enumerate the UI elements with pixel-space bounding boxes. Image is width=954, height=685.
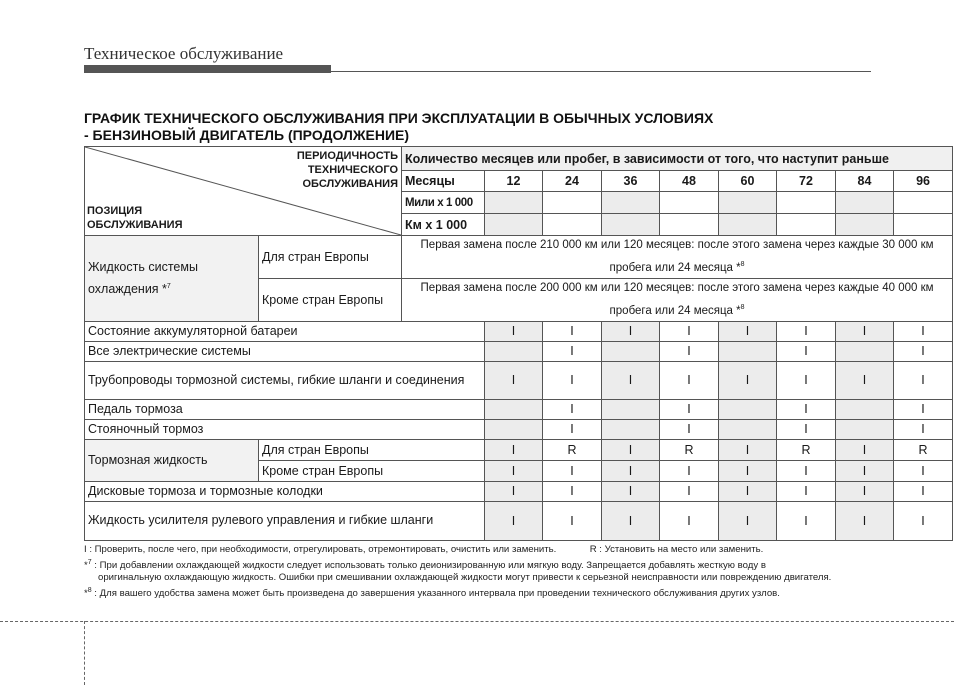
month-header: 84 (836, 171, 894, 192)
interval-cell: I (602, 439, 660, 460)
coolant-europe-label: Для стран Европы (259, 236, 402, 279)
interval-cell: R (660, 439, 719, 460)
interval-cell: I (543, 361, 602, 399)
interval-cell: I (485, 501, 543, 540)
empty-cell (660, 214, 719, 236)
interval-cell: I (894, 460, 953, 481)
interval-cell: I (543, 341, 602, 361)
interval-cell: I (485, 481, 543, 501)
item-name: Жидкость усилителя рулевого управления и гибкие шланги (85, 501, 485, 540)
interval-cell: I (777, 341, 836, 361)
footnote-7: *$^7$ : При добавлении охлаждающей жидкости следует использовать только деионизированную или мягкую воду. Запрещается добавлять жесткую воду в (84, 558, 766, 571)
empty-cell (602, 192, 660, 214)
interval-cell: I (660, 481, 719, 501)
coolant-item: Жидкость системы охлаждения *$^7$ (85, 236, 259, 322)
brake-fluid-item: Тормозная жидкость (85, 439, 259, 481)
table-row (85, 439, 953, 460)
table-row (85, 399, 953, 419)
footnote-7-continued: оригинальную охлаждающую жидкость. Ошибки при смешивании охлаждающей жидкости могут привести к серьезной неисправности или повреждению двигателя. (98, 572, 832, 584)
interval-cell: I (485, 460, 543, 481)
interval-cell (602, 399, 660, 419)
interval-cell: I (543, 399, 602, 419)
interval-cell: I (485, 321, 543, 341)
interval-cell: I (894, 481, 953, 501)
interval-cell: I (894, 419, 953, 439)
table-row (85, 419, 953, 439)
interval-cell: I (543, 321, 602, 341)
item-name: Трубопроводы тормозной системы, гибкие шланги и соединения (85, 361, 485, 399)
section-title: Техническое обслуживание (84, 44, 284, 63)
interval-cell: I (660, 399, 719, 419)
interval-cell: I (660, 341, 719, 361)
item-name: Состояние аккумуляторной батареи (85, 321, 485, 341)
interval-cell: I (719, 321, 777, 341)
item-name: Педаль тормоза (85, 399, 485, 419)
empty-cell (719, 192, 777, 214)
interval-cell: R (777, 439, 836, 460)
footnotes (84, 544, 874, 600)
month-header: 12 (485, 171, 543, 192)
interval-cell: I (660, 501, 719, 540)
interval-cell (485, 399, 543, 419)
interval-cell: I (719, 460, 777, 481)
table-row (85, 321, 953, 341)
diagonal-header-cell (85, 147, 402, 236)
interval-cell: I (602, 361, 660, 399)
empty-cell (602, 214, 660, 236)
interval-cell: I (777, 361, 836, 399)
miles-label: Мили х 1 000 (402, 192, 485, 214)
interval-cell: I (485, 439, 543, 460)
interval-cell: I (543, 481, 602, 501)
interval-cell (602, 341, 660, 361)
interval-header-label: ПЕРИОДИЧНОСТЬ ТЕХНИЧЕСКОГО ОБСЛУЖИВАНИЯ (296, 150, 398, 190)
coolant-europe-note: Первая замена после 210 000 км или 120 месяцев: после этого замена через каждые 30 000 км пробега или 24 месяца *$^8$ (402, 236, 953, 279)
coolant-non-europe-label: Кроме стран Европы (259, 278, 402, 321)
interval-cell (719, 399, 777, 419)
interval-cell: I (660, 361, 719, 399)
interval-cell: I (660, 419, 719, 439)
interval-cell: I (777, 321, 836, 341)
item-header-label: ПОЗИЦИЯ ОБСЛУЖИВАНИЯ (87, 205, 183, 231)
empty-cell (485, 192, 543, 214)
interval-cell: R (543, 439, 602, 460)
month-header: 72 (777, 171, 836, 192)
interval-span-header: Количество месяцев или пробег, в зависимости от того, что наступит раньше (402, 147, 953, 171)
empty-cell (836, 192, 894, 214)
empty-cell (777, 214, 836, 236)
interval-cell: I (543, 501, 602, 540)
month-header: 24 (543, 171, 602, 192)
table-row (85, 501, 953, 540)
interval-cell: I (543, 460, 602, 481)
interval-cell (836, 419, 894, 439)
interval-cell: I (660, 460, 719, 481)
interval-cell: I (836, 439, 894, 460)
interval-cell (836, 399, 894, 419)
km-label: Км х 1 000 (402, 214, 485, 236)
interval-cell: I (719, 439, 777, 460)
coolant-non-europe-note: Первая замена после 200 000 км или 120 месяцев: после этого замена через каждые 40 000 км пробега или 24 месяца *$^8$ (402, 278, 953, 321)
interval-cell (485, 419, 543, 439)
interval-cell: I (836, 460, 894, 481)
brake-fluid-non-europe-label: Кроме стран Европы (259, 460, 485, 481)
empty-cell (543, 192, 602, 214)
interval-cell: R (894, 439, 953, 460)
interval-cell: I (894, 361, 953, 399)
empty-cell (836, 214, 894, 236)
interval-cell: I (602, 460, 660, 481)
brake-fluid-europe-label: Для стран Европы (259, 439, 485, 460)
interval-cell: I (660, 321, 719, 341)
title-underline-thick (84, 65, 331, 73)
empty-cell (719, 214, 777, 236)
footnote-8: *$^8$ : Для вашего удобства замена может быть произведена до завершения указанного интервала при проведении технического обслуживания других узлов. (84, 586, 780, 599)
interval-cell: I (836, 481, 894, 501)
interval-cell: I (836, 361, 894, 399)
interval-cell: I (777, 419, 836, 439)
table-row (85, 341, 953, 361)
empty-cell (543, 214, 602, 236)
heading-line-2: - БЕНЗИНОВЫЙ ДВИГАТЕЛЬ (ПРОДОЛЖЕНИЕ) (84, 127, 410, 143)
page-crop-line-horizontal (0, 621, 954, 622)
interval-cell: I (602, 321, 660, 341)
empty-cell (777, 192, 836, 214)
interval-cell (719, 341, 777, 361)
interval-cell (836, 341, 894, 361)
page-crop-line-vertical (84, 621, 85, 685)
interval-cell: I (836, 321, 894, 341)
interval-cell: I (602, 481, 660, 501)
interval-cell (719, 419, 777, 439)
interval-cell (485, 341, 543, 361)
interval-cell: I (719, 501, 777, 540)
interval-cell: I (543, 419, 602, 439)
empty-cell (894, 192, 953, 214)
item-name: Дисковые тормоза и тормозные колодки (85, 481, 485, 501)
interval-cell: I (894, 501, 953, 540)
empty-cell (894, 214, 953, 236)
maintenance-table (84, 146, 953, 541)
interval-cell: I (894, 321, 953, 341)
interval-cell: I (894, 341, 953, 361)
months-label: Месяцы (402, 171, 485, 192)
interval-cell: I (777, 501, 836, 540)
interval-cell: I (777, 460, 836, 481)
month-header: 60 (719, 171, 777, 192)
empty-cell (485, 214, 543, 236)
month-header: 36 (602, 171, 660, 192)
item-name: Все электрические системы (85, 341, 485, 361)
legend-line: I : Проверить, после чего, при необходимости, отрегулировать, отремонтировать, очистить или заменить. R : Установить на место или заменить. (84, 544, 764, 555)
table-row (85, 361, 953, 399)
interval-cell: I (836, 501, 894, 540)
title-underline-thin (331, 71, 871, 72)
interval-cell: I (777, 399, 836, 419)
empty-cell (660, 192, 719, 214)
month-header: 48 (660, 171, 719, 192)
heading-line-1: ГРАФИК ТЕХНИЧЕСКОГО ОБСЛУЖИВАНИЯ ПРИ ЭКСПЛУАТАЦИИ В ОБЫЧНЫХ УСЛОВИЯХ (84, 110, 714, 126)
interval-cell: I (602, 501, 660, 540)
table-row (85, 481, 953, 501)
interval-cell (602, 419, 660, 439)
interval-cell: I (485, 361, 543, 399)
interval-cell: I (719, 481, 777, 501)
interval-cell: I (719, 361, 777, 399)
schedule-heading (84, 110, 713, 144)
item-name: Стояночный тормоз (85, 419, 485, 439)
interval-cell: I (777, 481, 836, 501)
month-header: 96 (894, 171, 953, 192)
interval-cell: I (894, 399, 953, 419)
